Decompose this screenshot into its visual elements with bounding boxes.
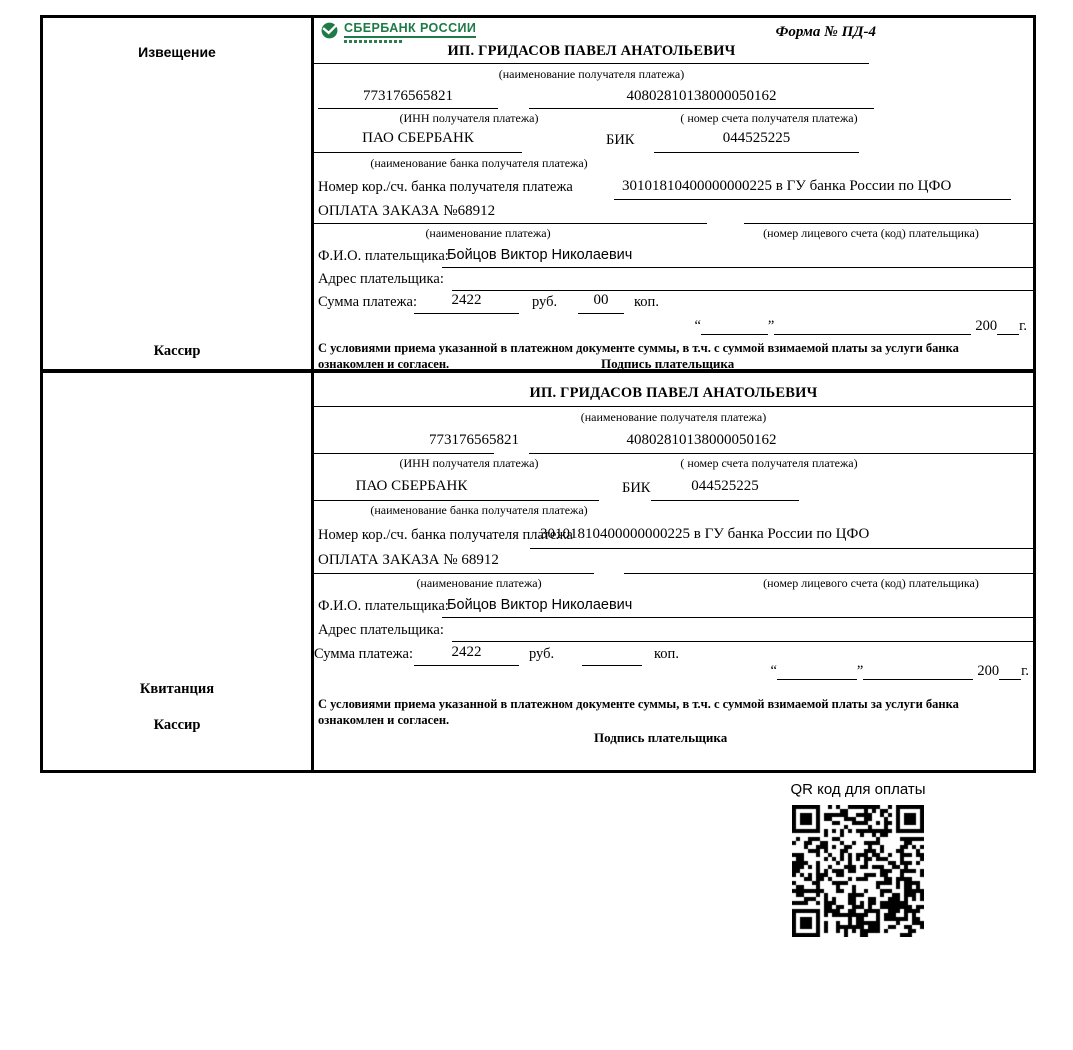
- inn-caption: (ИНН получателя платежа): [399, 456, 539, 470]
- payment-form-pd4: [40, 15, 1036, 773]
- qr-caption: QR код для оплаты: [790, 781, 926, 798]
- payment-caption: (наименование платежа): [425, 226, 551, 240]
- agreement-line1: С условиями приема указанной в платежном документе суммы, в т.ч. с суммой взимаемой платы за услуги банка: [318, 341, 959, 355]
- payment-name: ОПЛАТА ЗАКАЗА №68912: [318, 203, 496, 219]
- amount-label: Сумма платежа:: [314, 646, 413, 662]
- date-quote-close: ”: [767, 318, 775, 334]
- account-line: [529, 453, 1033, 454]
- qr-block: [752, 781, 964, 937]
- signature-caption: Подпись плательщика: [601, 356, 735, 371]
- bank-name: ПАО СБЕРБАНК: [355, 478, 468, 494]
- date-month-line: [863, 663, 973, 680]
- rub-label: руб.: [532, 294, 558, 310]
- date-year-line: [999, 663, 1021, 680]
- kop-label: коп.: [654, 646, 679, 662]
- address-line: [452, 290, 1033, 291]
- payment-caption: (наименование платежа): [416, 576, 542, 590]
- fio-line: [442, 617, 1033, 618]
- account-value: 40802810138000050162: [626, 88, 777, 104]
- bik-label: БИК: [622, 480, 651, 496]
- amount-label: Сумма платежа:: [318, 294, 417, 310]
- receipt-stub-title: Квитанция: [139, 681, 215, 697]
- account-caption: ( номер счета получателя платежа): [680, 456, 858, 470]
- date-year-line: [997, 318, 1019, 335]
- payment-name: ОПЛАТА ЗАКАЗА № 68912: [318, 552, 499, 568]
- sberbank-logo: [320, 21, 476, 45]
- date-row: [694, 318, 1027, 335]
- account-value: 40802810138000050162: [626, 432, 777, 448]
- fio-value: Бойцов Виктор Николаевич: [447, 597, 633, 613]
- bik-label: БИК: [606, 132, 635, 148]
- receipt-body: [314, 373, 1033, 770]
- corr-label: Номер кор./сч. банка получателя платежа: [318, 179, 573, 195]
- date-row: [770, 663, 1029, 680]
- recipient-caption: (наименование получателя платежа): [580, 410, 767, 424]
- bik-value: 044525225: [691, 478, 759, 494]
- date-quote-open: “: [770, 663, 777, 679]
- address-label: Адрес плательщика:: [318, 271, 444, 287]
- fio-value: Бойцов Виктор Николаевич: [447, 247, 633, 263]
- corr-value: 30101810400000000225 в ГУ банка России по ЦФО: [622, 178, 952, 194]
- fio-label: Ф.И.О. плательщика:: [318, 248, 449, 264]
- date-year-suffix: г.: [1021, 663, 1029, 679]
- kop-label: коп.: [634, 294, 659, 310]
- amount-value: 2422: [451, 292, 482, 308]
- recipient-caption: (наименование получателя платежа): [498, 67, 685, 81]
- bank-caption: (наименование банка получателя платежа): [370, 503, 588, 517]
- notice-stub-title: Извещение: [138, 44, 216, 60]
- signature-caption: Подпись плательщика: [594, 730, 728, 745]
- inn-value: 773176565821: [429, 432, 519, 448]
- corr-line: [530, 548, 1033, 549]
- bank-name: ПАО СБЕРБАНК: [362, 130, 474, 146]
- bank-line: [314, 152, 522, 153]
- receipt-cashier-label: Кассир: [153, 717, 201, 733]
- date-year-suffix: г.: [1019, 318, 1027, 334]
- inn-line: [314, 453, 494, 454]
- personal-account-line: [624, 573, 1033, 574]
- corr-line: [614, 199, 1011, 200]
- form-number: Форма № ПД-4: [775, 24, 876, 40]
- agreement-line2: ознакомлен и согласен.: [318, 357, 450, 371]
- personal-caption: (номер лицевого счета (код) плательщика): [763, 576, 979, 590]
- date-year: 200: [975, 318, 998, 334]
- recipient-name: ИП. ГРИДАСОВ ПАВЕЛ АНАТОЛЬЕВИЧ: [447, 43, 736, 59]
- date-day-line: [701, 318, 768, 335]
- inn-caption: (ИНН получателя платежа): [399, 111, 539, 125]
- kop-line: [578, 313, 624, 314]
- qr-code: [792, 805, 924, 937]
- receipt-section: [43, 373, 1033, 770]
- date-quote-open: “: [694, 318, 701, 334]
- account-caption: ( номер счета получателя платежа): [680, 111, 858, 125]
- date-year: 200: [977, 663, 1000, 679]
- kop-line: [582, 665, 642, 666]
- receipt-stub: [43, 373, 314, 770]
- date-day-line: [777, 663, 857, 680]
- rub-label: руб.: [529, 646, 555, 662]
- sberbank-logo-text: СБЕРБАНК РОССИИ: [344, 21, 476, 38]
- payment-name-line: [314, 223, 707, 224]
- account-line: [529, 108, 874, 109]
- corr-label: Номер кор./сч. банка получателя платежа: [318, 527, 573, 543]
- recipient-name-line: [314, 63, 869, 64]
- corr-value: 30101810400000000225 в ГУ банка России по ЦФО: [540, 526, 870, 542]
- notice-section: [43, 18, 1033, 373]
- inn-line: [318, 108, 498, 109]
- notice-cashier-label: Кассир: [153, 343, 201, 359]
- bank-line: [314, 500, 599, 501]
- inn-value: 773176565821: [363, 88, 453, 104]
- notice-stub: [43, 18, 314, 369]
- bank-caption: (наименование банка получателя платежа): [370, 156, 588, 170]
- sberbank-coin-icon: [320, 21, 339, 45]
- kop-value: 00: [593, 292, 609, 308]
- fio-line: [442, 267, 1033, 268]
- date-month-line: [774, 318, 971, 335]
- date-quote-close: ”: [856, 663, 864, 679]
- notice-body: [314, 18, 1033, 369]
- personal-account-line: [744, 223, 1033, 224]
- recipient-name: ИП. ГРИДАСОВ ПАВЕЛ АНАТОЛЬЕВИЧ: [529, 385, 818, 401]
- amount-line: [414, 665, 519, 666]
- amount-line: [414, 313, 519, 314]
- agreement-line2: ознакомлен и согласен.: [318, 713, 450, 727]
- bik-value: 044525225: [722, 130, 791, 146]
- payment-name-line: [314, 573, 594, 574]
- recipient-name-line: [314, 406, 1033, 407]
- address-line: [452, 641, 1033, 642]
- amount-value: 2422: [451, 644, 482, 660]
- bik-line: [654, 152, 859, 153]
- personal-caption: (номер лицевого счета (код) плательщика): [763, 226, 979, 240]
- address-label: Адрес плательщика:: [318, 622, 444, 638]
- bik-line: [651, 500, 799, 501]
- agreement-line1: С условиями приема указанной в платежном документе суммы, в т.ч. с суммой взимаемой платы за услуги банка: [318, 697, 959, 711]
- fio-label: Ф.И.О. плательщика:: [318, 598, 449, 614]
